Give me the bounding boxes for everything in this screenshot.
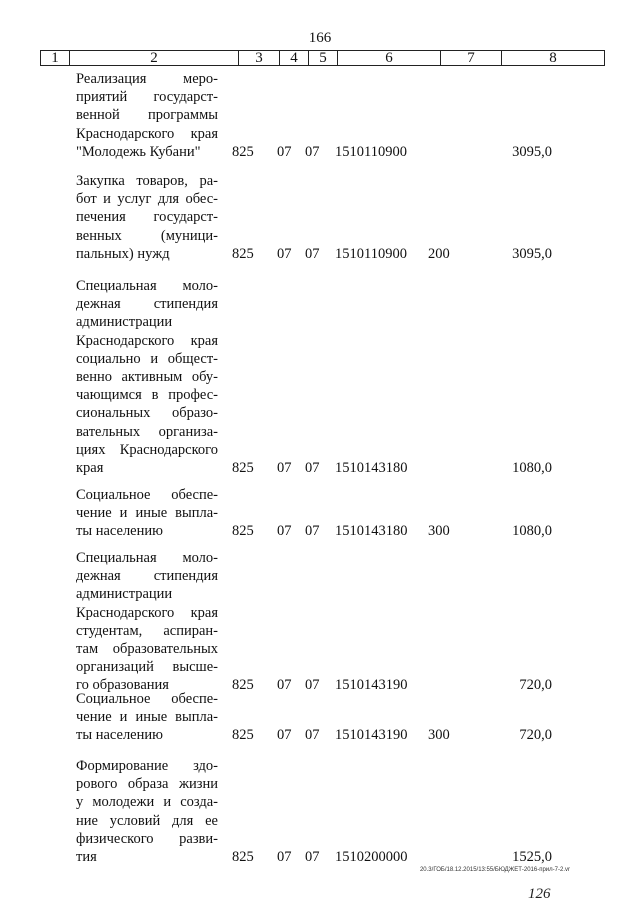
- row-code-subsection: 07: [305, 849, 320, 865]
- row-code-ministry: 825: [232, 143, 254, 160]
- row-code-target-article: 1510143180: [335, 523, 408, 540]
- description-line: администрации: [76, 314, 173, 331]
- column-header-2: 2: [70, 51, 239, 66]
- description-line: у молодежи и созда-: [76, 794, 218, 811]
- row-code-target-article: 1510110900: [335, 143, 407, 160]
- row-amount: 720,0: [519, 727, 552, 744]
- description-line: там образовательных: [76, 641, 218, 658]
- row-description: [76, 277, 218, 477]
- row-code-section: 07: [277, 849, 292, 865]
- row-description: [76, 549, 218, 695]
- description-line: Формирование здо-: [76, 758, 218, 774]
- column-header-1: 1: [41, 51, 70, 66]
- description-line: Специальная моло-: [76, 550, 218, 566]
- description-line: Краснодарского края: [76, 125, 218, 142]
- row-code-section: 07: [277, 245, 292, 262]
- description-line: Специальная моло-: [76, 278, 218, 294]
- row-code-expense-type: 300: [428, 727, 450, 744]
- description-line: чение и иные выпла-: [76, 505, 218, 522]
- page-stamp: 126: [528, 886, 551, 902]
- column-header-7: 7: [441, 51, 502, 66]
- description-line: физического разви-: [76, 830, 218, 847]
- row-code-section: 07: [277, 143, 292, 160]
- page-number: 166: [308, 30, 332, 46]
- description-line: Краснодарского края: [76, 604, 218, 621]
- row-code-subsection: 07: [305, 143, 320, 160]
- description-line: чение и иные выпла-: [76, 709, 218, 726]
- row-code-target-article: 1510143190: [335, 727, 408, 744]
- description-line: вательных организа-: [76, 423, 218, 440]
- description-line: венной программы: [76, 107, 218, 124]
- row-code-subsection: 07: [305, 727, 320, 744]
- row-code-ministry: 825: [232, 245, 254, 262]
- description-line: го образования: [76, 677, 169, 694]
- description-line: социально и общест-: [76, 350, 218, 367]
- column-header-8: 8: [502, 51, 605, 66]
- description-line: пальных) нужд: [76, 245, 170, 262]
- description-line: ты населению: [76, 523, 163, 540]
- row-code-expense-type: 200: [428, 245, 450, 262]
- description-line: студентам, аспиран-: [76, 622, 218, 639]
- row-code-ministry: 825: [232, 849, 254, 865]
- description-line: Социальное обеспе-: [76, 487, 218, 503]
- description-line: чающимся в профес-: [76, 387, 218, 404]
- row-amount: 1080,0: [512, 523, 552, 540]
- column-header-row: [41, 51, 605, 66]
- row-description: [76, 70, 218, 161]
- description-line: "Молодежь Кубани": [76, 143, 201, 160]
- row-amount: 1080,0: [512, 460, 552, 476]
- row-amount: 3095,0: [512, 143, 552, 160]
- row-description: [76, 690, 218, 745]
- row-code-ministry: 825: [232, 460, 254, 476]
- description-line: бот и услуг для обес-: [76, 191, 218, 208]
- description-line: ты населению: [76, 727, 163, 744]
- row-code-subsection: 07: [305, 460, 320, 476]
- row-code-subsection: 07: [305, 523, 320, 540]
- row-amount: 720,0: [519, 677, 552, 694]
- row-description: [76, 757, 218, 866]
- column-header-4: 4: [280, 51, 309, 66]
- description-line: тия: [76, 849, 97, 866]
- row-code-subsection: 07: [305, 245, 320, 262]
- column-header-3: 3: [239, 51, 280, 66]
- description-line: администрации: [76, 586, 173, 603]
- column-header-6: 6: [338, 51, 441, 66]
- description-line: Социальное обеспе-: [76, 691, 218, 707]
- row-code-target-article: 1510143190: [335, 677, 408, 694]
- footer-file-stamp: 20.3/ГОБ/18.12.2015/13:55/БЮДЖЕТ-2016-прил-7-2.vr: [419, 867, 570, 873]
- row-description: [76, 172, 218, 263]
- description-line: дежная стипендия: [76, 568, 218, 585]
- column-header-table: [40, 50, 605, 66]
- row-code-ministry: 825: [232, 677, 254, 694]
- row-amount: 3095,0: [512, 245, 552, 262]
- row-code-expense-type: 300: [428, 523, 450, 540]
- row-code-target-article: 1510200000: [335, 849, 408, 865]
- description-line: циях Краснодарского: [76, 441, 218, 458]
- column-header-5: 5: [309, 51, 338, 66]
- description-line: рового образа жизни: [76, 776, 218, 793]
- row-code-section: 07: [277, 460, 292, 476]
- row-amount: 1525,0: [512, 849, 552, 865]
- description-line: края: [76, 460, 104, 477]
- description-line: ние условий для ее: [76, 812, 218, 829]
- description-line: венно активным обу-: [76, 369, 218, 386]
- row-code-ministry: 825: [232, 523, 254, 540]
- description-line: венных (муници-: [76, 227, 218, 244]
- description-line: сиональных образо-: [76, 405, 218, 422]
- row-code-section: 07: [277, 727, 292, 744]
- description-line: Краснодарского края: [76, 332, 218, 349]
- description-line: печения государст-: [76, 209, 218, 226]
- row-code-ministry: 825: [232, 727, 254, 744]
- row-code-subsection: 07: [305, 677, 320, 694]
- row-code-target-article: 1510143180: [335, 460, 408, 476]
- row-code-section: 07: [277, 677, 292, 694]
- description-line: Реализация меро-: [76, 71, 218, 87]
- row-code-section: 07: [277, 523, 292, 540]
- description-line: Закупка товаров, ра-: [76, 173, 218, 189]
- description-line: организаций высше-: [76, 659, 218, 676]
- description-line: дежная стипендия: [76, 296, 218, 313]
- description-line: приятий государст-: [76, 89, 218, 106]
- row-description: [76, 486, 218, 541]
- row-code-target-article: 1510110900: [335, 245, 407, 262]
